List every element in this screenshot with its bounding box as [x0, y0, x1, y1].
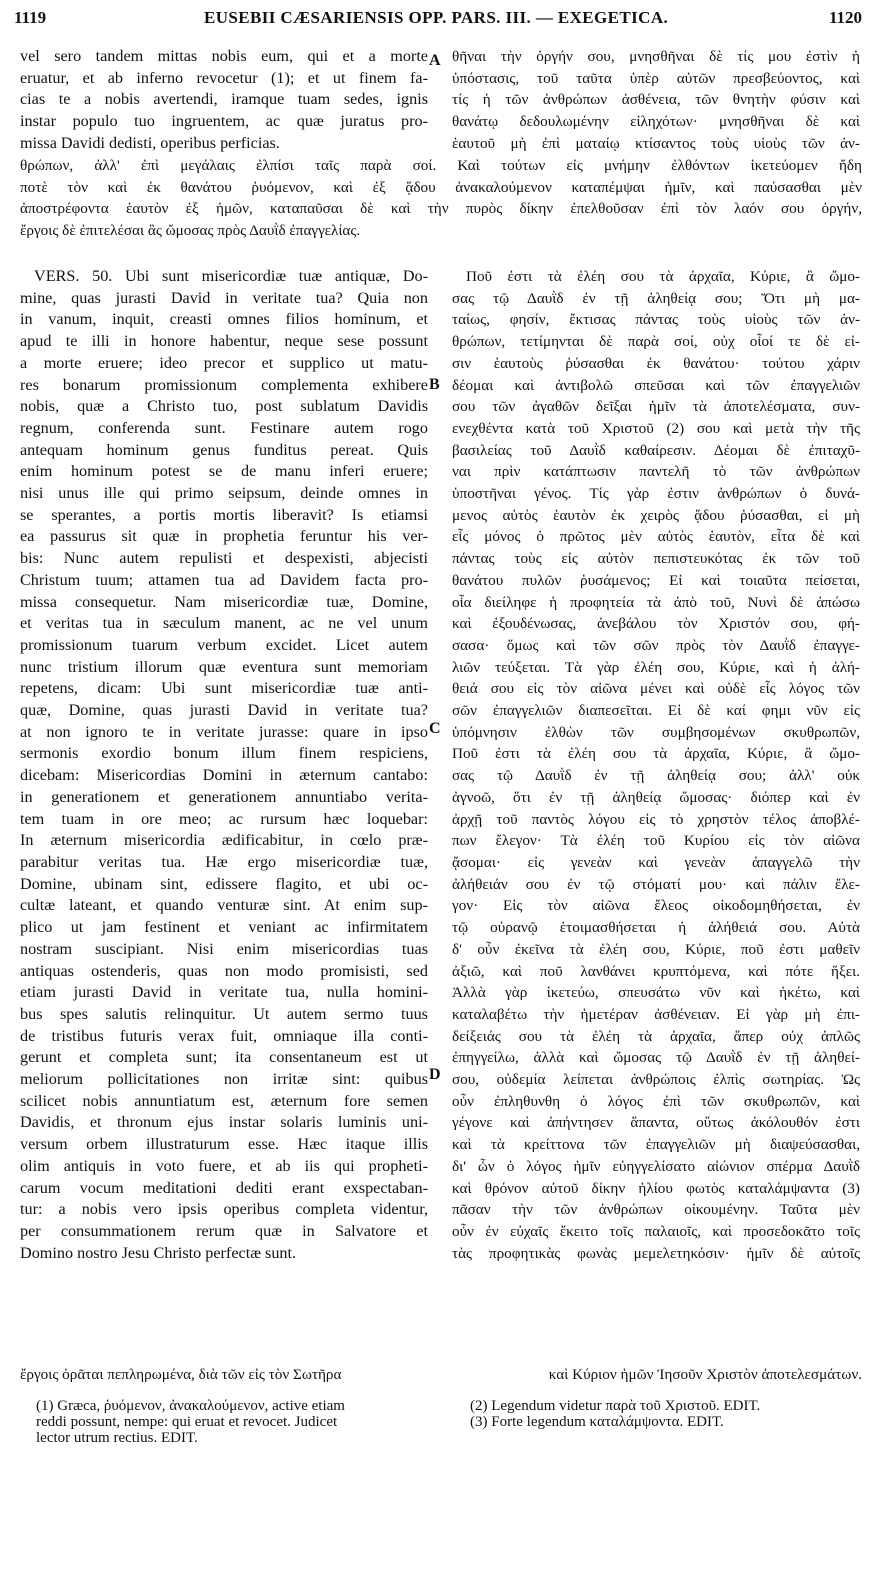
text-line: quæ, Domine, quas jurasti David in veritate tua?: [20, 701, 428, 720]
text-line: ὑπόμνησιν ἐλθὼν τῶν συμβησομένων σκυθρωπῶν,: [452, 723, 860, 741]
text-line: καὶ ἐξουδένωσας, ἀνεβάλου τὸν Χριστόν σου, φή-: [452, 615, 860, 633]
text-line: εἷς μόνος ὁ πρῶτος μὲν αὐτὸς ἑαυτὸν, εἶτα δὲ καὶ: [452, 528, 860, 546]
text-line: promissionum tuarum verbum excidet. Licet autem: [20, 635, 428, 654]
text-line: πων ἔλεγον· Τὰ ἐλέη τοῦ Κυρίου εἰς τὸν αἰῶνα: [452, 832, 860, 850]
text-line: ἀλήθειάν σου ἐν τῷ στόματί μου· καὶ πάλιν ἔλε-: [452, 875, 860, 893]
text-line: τῷ οὐρανῷ ἑτοιμασθήσεται ἡ ἀλήθειά σου. Αὐτὰ: [452, 919, 860, 937]
bottom-line-right: καὶ Κύριον ἡμῶν Ἰησοῦν Χριστὸν ἀποτελεσμάτων.: [548, 1366, 862, 1383]
section-marker-d: D: [429, 1066, 441, 1083]
text-line: ἀρχῇ τοῦ παντὸς λόγου εἰς τὸ χρηστὸν τέλος ἀποβλέ-: [452, 810, 860, 828]
text-line: plico ut jam festinent et veniant ac infirmitatem: [20, 918, 428, 937]
text-line: οἷα διείληφε ἡ προφητεία τὰ ἀπὸ τοῦ, Νυνὶ δὲ ἀπώσω: [452, 593, 860, 611]
bottom-line-left: ἔργοις ὁρᾶται πεπληρωμένα, διὰ τῶν εἰς τὸν Σωτῆρα: [20, 1366, 342, 1383]
text-line: bis: Nunc autem repulisti et despexisti, abjecisti: [20, 549, 428, 568]
text-line: θανάτου πυλῶν ῥυσάμενος; Εἰ καὶ τοιαῦτα πείσεται,: [452, 571, 860, 589]
text-line: σας τῷ Δαυῒδ ἐν τῇ ἀληθείᾳ σου; ἀλλ' οὐκ: [452, 767, 860, 785]
text-line: ἑαυτοῦ μὴ ἐπὶ ματαίῳ κτίσαντος τοὺς υἱοὺς τῶν ἀν-: [452, 134, 860, 152]
footnotes-left: [36, 1398, 431, 1446]
text-line: Christum tuum; attamen tua ad Davidem facta pro-: [20, 570, 428, 589]
text-line: πάντας τοὺς εἰς αὐτὸν πεπιστευκότας ἐκ τῶν τοῦ: [452, 550, 860, 568]
text-line: scilicet nobis annuntiatum est, æternum fore semen: [20, 1091, 428, 1110]
text-line: gerunt et completa sunt; ita consentaneum est ut: [20, 1048, 428, 1067]
text-line: vel sero tandem mittas nobis eum, qui et a morte: [20, 47, 428, 65]
text-line: regnum, conferenda sunt. Festinare autem rogo: [20, 418, 428, 437]
text-line: ναι πρὶν κατάπτωσιν παντελῆ τὸ τῶν ἀνθρώπων: [452, 463, 860, 481]
text-line: γον· Εἰς τὸν αἰῶνα ἔλεος οἰκοδομηθήσεται, ἐν: [452, 897, 860, 915]
text-line: apud te illi in honore habentur, neque sese possunt: [20, 332, 428, 351]
text-line: res bonarum promissionum complementa exhibere: [20, 375, 428, 394]
text-line: θρώπων, ἀλλ' ἐπὶ μεγάλαις ἐλπίσι ταῖς παρὰ σοί. Καὶ τούτων εἰς μνήμην ἐλθόντων ἱκετεύομεν ἤδη: [20, 157, 862, 174]
text-line: σας τῷ Δαυῒδ ἐν τῇ ἀληθείᾳ σου; Ὅτι μὴ μα-: [452, 289, 860, 307]
text-line: in vanum, inquit, creasti omnes filios hominum, et: [20, 310, 428, 329]
text-line: δείξειάς σου τὰ ἐλέη τὰ ἀρχαῖα, ἅπερ οὐχ ἁπλῶς: [452, 1027, 860, 1045]
text-line: Ποῦ ἐστι τὰ ἐλέη σου τὰ ἀρχαῖα, Κύριε, ἃ ὤμο-: [466, 268, 860, 285]
text-line: σιν ἑαυτοὺς ῥύσασθαι ἐκ θανάτου· τούτου χάριν: [452, 354, 860, 372]
text-line: μενος αὐτὸς ἑαυτὸν ἐκ χειρὸς ᾅδου ῥύσασθαι, εἰ μὴ: [452, 506, 860, 524]
footnotes-right: [470, 1398, 865, 1430]
text-line: Domino nostro Jesu Christo perfectæ sunt.: [20, 1243, 297, 1262]
text-line: δι' ὧν ὁ λόγος ἡμῖν εὐηγγελίσατο αἰώνιον σπέρμα Δαυῒδ: [452, 1157, 860, 1175]
bottom-continuation-line: [20, 1364, 862, 1386]
footnote-line: lector utrum rectius. EDIT.: [36, 1430, 198, 1446]
text-line: in generationem et generationem annuntiabo verita-: [20, 787, 428, 806]
text-line: enim hominum potest se de manu inferi eruere;: [20, 462, 428, 481]
text-line: versum orbem illustraturum esse. Hæc itaque illis: [20, 1135, 428, 1154]
text-line: λιῶν τεύξεται. Τὰ γὰρ ἐλέη σου, Κύριε, καὶ ἡ ἀλή-: [452, 658, 860, 676]
footnote-line: (1) Græca, ῥυόμενον, ἀνακαλούμενον, active etiam: [36, 1398, 345, 1414]
text-line: missa Davidi dedisti, operibus perficias.: [20, 133, 280, 152]
running-title: EUSEBII CÆSARIENSIS OPP. PARS. III. — EXEGETICA.: [204, 8, 669, 27]
text-line: ἀποστρέφοντα ἑαυτὸν ἐξ ἡμῶν, καταπαῦσαι δὲ καὶ τὴν πυρὸς δίκην ἐπελθοῦσαν ἐπὶ τὸν λαόν σου ὀργήν,: [20, 200, 862, 218]
text-line: βασιλείας τοῦ Δαυῒδ καθαίρεσιν. Δέομαι δὲ ἐπιταχῦ-: [452, 441, 860, 459]
text-line: dicebam: Misericordias Domini in æternum cantabo:: [20, 766, 428, 785]
text-line: καὶ θρόνον αὐτοῦ δίκην ἡλίου φωτὸς καταλάμψαντα (3): [452, 1179, 860, 1197]
text-line: τὰς προφητικὰς φωνὰς μεμελετηκόσιν· ἡμῖν δὲ αὐτοῖς: [452, 1244, 860, 1262]
text-line: Davidis, et thronum ejus instar solaris luminis uni-: [20, 1113, 428, 1132]
section-marker-b: B: [429, 376, 440, 393]
page-number-right: 1120: [828, 8, 862, 27]
text-line: a morte eruere; ideo precor et supplico ut matu-: [20, 353, 428, 372]
greek-column-top: [452, 46, 860, 155]
text-line: bus spes salutis relinquitur. Ut autem sermo tuus: [20, 1004, 428, 1023]
text-line: cultæ lateant, et quando venturæ sint. At enim sup-: [20, 896, 428, 915]
text-line: ἔργοις δὲ ἐπιτελέσαι ἃς ὤμοσας πρὸς Δαυῒδ ἐπαγγελίας.: [20, 222, 361, 240]
text-line: mine, quas jurasti David in veritate tua? Quia non: [20, 288, 428, 307]
text-line: VERS. 50. Ubi sunt misericordiæ tuæ antiquæ, Do-: [34, 267, 428, 285]
text-line: olim antiquis in voto fuere, et ab iis qui propheti-: [20, 1156, 428, 1175]
text-line: eruatur, et ab inferno revocetur (1); et ut finem fa-: [20, 68, 428, 87]
text-line: tur: a nobis vero ipsis operibus completa videntur,: [20, 1200, 428, 1219]
page-header: [14, 8, 864, 38]
text-line: per consummationem rerum quæ in Salvatore et: [20, 1221, 428, 1240]
text-line: de tristibus futuris verax fuit, omniaque illa conti-: [20, 1026, 428, 1045]
text-line: nostram suscipiant. Nisi enim misericordias tuas: [20, 939, 428, 958]
text-line: parabitur veritas tua. Hæ ergo misericordiæ tuæ,: [20, 852, 428, 871]
text-line: nobis, quæ a Christo tuo, post sublatum Davidis: [20, 397, 428, 416]
text-line: οὖν ἐν εὐχαῖς ἔκειτο τοῖς παλαιοῖς, καὶ προσεδοκᾶτο τοῖς: [452, 1222, 860, 1240]
text-line: ἀγνοῶ, ὅτι ἐν τῇ ἀληθείᾳ ὤμοσας· διόπερ καὶ ἐν: [452, 788, 860, 806]
latin-column-top: [20, 46, 428, 155]
text-line: ἀξιῶ, καὶ ποῦ λανθάνει κρυπτόμενα, καὶ πότε ἥξει.: [452, 962, 860, 980]
latin-column-main: [20, 266, 428, 1264]
footnote-line: (3) Forte legendum καταλάμψοντα. EDIT.: [470, 1414, 724, 1430]
text-line: In æternum misericordia ædificabitur, in cœlo præ-: [20, 831, 428, 850]
full-width-greek-passage: [20, 155, 862, 242]
text-line: cias te a nobis avertendi, iramque tuam sedes, ignis: [20, 90, 428, 109]
text-line: οὖν ἐπληθυνθη ὁ λόγος ἐπὶ τῶν σκυθρωπῶν, καὶ: [452, 1092, 860, 1110]
text-line: ea passurus sit quæ in prophetia feruntur his ver-: [20, 527, 428, 546]
text-line: ὑποστῆναι γένος. Τίς γὰρ ἐστιν ἀνθρώπων ὁ δυνά-: [452, 485, 860, 503]
page-number-left: 1119: [14, 8, 47, 27]
text-line: καταλαβέτω τὴν ἡμετέραν ἀσθένειαν. Εἰ γὰρ μὴ ἐπι-: [452, 1005, 860, 1023]
greek-column-main: [452, 266, 860, 1264]
text-line: θῆναι τὴν ὀργήν σου, μνησθῆναι δὲ τίς μου ἐστὶν ἡ: [452, 48, 860, 65]
text-line: θρώπων, τετίμηνται δὲ παρὰ σοί, οὐχ οἷοί τε δὲ εἰ-: [452, 333, 860, 351]
text-line: meliorum pollicitationes non irritæ sint: quibus: [20, 1070, 428, 1089]
text-line: ᾄσομαι· εἰς γενεὰν καὶ γενεὰν ἀπαγγελῶ τὴν: [452, 853, 860, 871]
text-line: se sperantes, a portis mortis liberavit? Is etiamsi: [20, 505, 428, 524]
text-line: et veritas tua in sæculum manent, ac ne vel unum: [20, 614, 428, 633]
text-line: δέομαι καὶ ἀντιβολῶ σπεῦσαι καὶ τῶν ἐπαγγελιῶν: [452, 376, 860, 394]
footnote-line: (2) Legendum videtur παρὰ τοῦ Χριστοῦ. EDIT.: [470, 1398, 761, 1414]
text-line: nunc tristium illorum quæ eventura sunt memoriam: [20, 657, 428, 676]
text-line: repetens, dicam: Ubi sunt misericordiæ tuæ anti-: [20, 679, 428, 698]
text-line: πᾶσαν τὴν τῶν ἀνθρώπων οἰκουμένην. Ταῦτα μὲν: [452, 1201, 860, 1219]
text-line: Ποῦ ἐστι τὰ ἐλέη σου τὰ ἀρχαῖα, Κύριε, ἃ ὤμο-: [452, 745, 860, 763]
text-line: antequam hominum genus funditus pereat. Quis: [20, 440, 428, 459]
text-line: carum vocum meditationi dediti erant exspectaban-: [20, 1178, 428, 1197]
text-line: tem tuam in ore meo; ac rursum hæc loquebar:: [20, 809, 428, 828]
text-line: σῶν ἐπαγγελιῶν διαπεσεῖται. Εἰ δὲ καί φημι νῦν εἰς: [452, 702, 860, 720]
section-marker-a: A: [429, 52, 441, 69]
text-line: θειά σου εἰς τὸν αἰῶνα μένει καὶ οὐδὲ εἷς λόγος τῶν: [452, 680, 860, 698]
text-line: ενεχθέντα κατὰ τοῦ Χριστοῦ (2) σου καὶ μετὰ τὴν τῆς: [452, 419, 860, 437]
text-line: σασα· ὅμως καὶ τῶν σῶν πρὸς τὸν Δαυῒδ ἐπαγγε-: [452, 636, 860, 654]
text-line: nisi unus ille qui primo seipsum, deinde omnes in: [20, 484, 428, 503]
text-line: ὑπόστασις, τοῦ ταῦτα ὑπὲρ αὐτῶν πρεσβεύοντος, καὶ: [452, 69, 860, 87]
text-line: ποτὲ τὸν καὶ ἐκ θανάτου ῥυόμενον, καὶ ἐξ ᾅδου ἀνακαλούμενον καταπέμψαι ἡμῖν, καὶ παύσασθαι μὲν: [20, 178, 862, 196]
text-line: δ' οὖν ἐκεῖνα τὰ ἐλέη σου, Κύριε, ποῦ ἐστι μαθεῖν: [452, 940, 860, 958]
text-line: γέγονε καὶ ἀπήντησεν ἅπαντα, οὕτως ἀκόλουθόν ἐστι: [452, 1114, 860, 1132]
text-line: Ἀλλὰ γὰρ ἱκετεύω, σπευσάτω νῦν καὶ ἡκέτω, καὶ: [452, 984, 860, 1002]
text-line: instar populo tuo ingruentem, ac quæ juratus pro-: [20, 112, 428, 131]
text-line: antiquas ostenderis, quas non modo promisisti, sed: [20, 961, 428, 980]
text-line: Domine, ubinam sint, edissere flagito, et ubi oc-: [20, 874, 428, 893]
text-line: etiam jurasti David in veritate tua, nulla homini-: [20, 983, 428, 1002]
text-line: at non ignoro te in veritate jurasse: quare in ipso: [20, 722, 428, 741]
text-line: missa consequetur. Nam misericordiæ tuæ, Domine,: [20, 592, 428, 611]
text-line: καὶ τὰ κρείττονα τῶν ἐπαγγελιῶν μὴ διαψεύσασθαι,: [452, 1136, 860, 1154]
text-line: τίς ἡ τῶν ἀνθρώπων ἀσθένεια, τῶν θνητὴν φύσιν καὶ: [452, 91, 860, 109]
text-line: ἐπηγγείλω, ἀλλὰ καὶ ὤμοσας τῷ Δαυῒδ ἐν τῇ ἀληθεί-: [452, 1049, 860, 1067]
text-line: θανάτῳ δεδουλωμένην εἰληχότων· μνησθῆναι δὲ καὶ: [452, 113, 860, 131]
text-line: sermonis exordio bonum illum finem respiciens,: [20, 744, 428, 763]
section-marker-c: C: [429, 720, 441, 737]
text-line: ταίως, φησίν, ἔκτισας πάντας τοὺς υἱοὺς τῶν ἀν-: [452, 311, 860, 329]
footnote-line: reddi possunt, nempe: qui eruat et revocet. Judicet: [36, 1414, 338, 1430]
text-line: σου, οὐδεμία λείπεται ἀνθρώποις ἐλπὶς σωτηρίας. Ὡς: [452, 1071, 860, 1089]
text-line: σου τῶν ἀγαθῶν δεῖξαι ἡμῖν τὰ ἀποτελέσματα, συν-: [452, 398, 860, 416]
